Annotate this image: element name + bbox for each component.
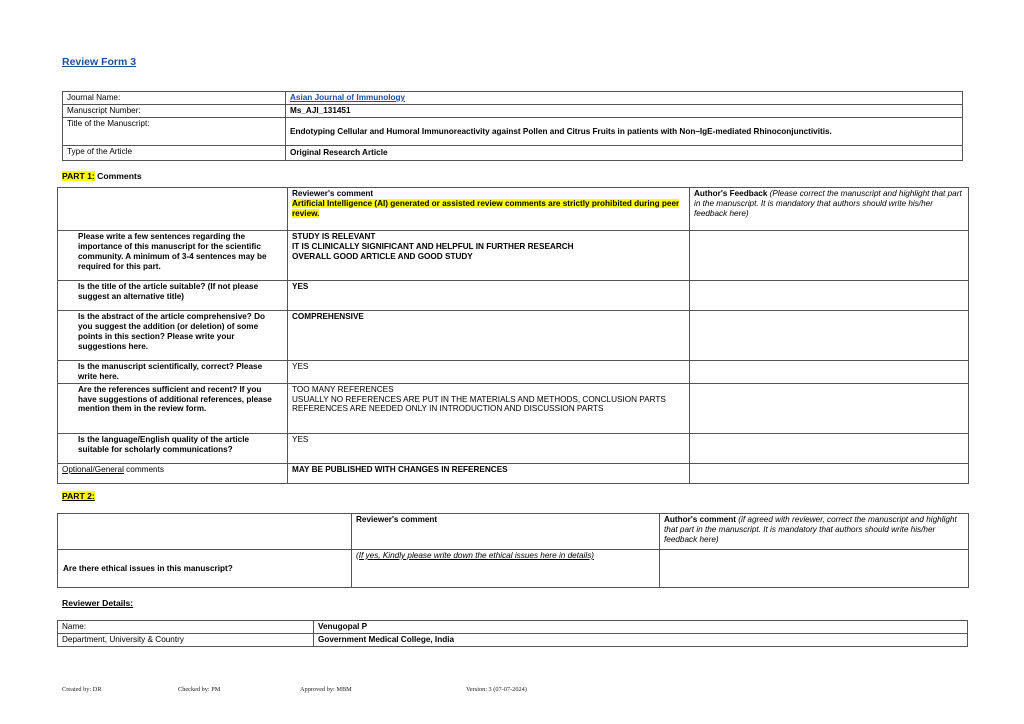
part2-author-note: (if agreed with reviewer, correct the manuscript and highlight that part in the manuscript. It is mandatory that authors should write his/her feedback here)	[664, 515, 957, 544]
reviewer-name-label: Name:	[58, 621, 314, 634]
optional-comments-label	[58, 463, 288, 483]
question-text: Is the title of the article suitable? (If not please suggest an alternative title)	[58, 281, 288, 311]
optional-comments-rest: comments	[123, 464, 164, 474]
comment-line: IT IS CLINICALLY SIGNIFICANT AND HELPFUL IN FURTHER RESEARCH	[292, 241, 574, 251]
author-feedback-cell[interactable]	[690, 231, 969, 281]
reviewer-comment-cell[interactable]	[288, 433, 690, 463]
part1-header-blank	[58, 188, 288, 231]
question-row-abstract	[58, 311, 969, 361]
part2-author-header	[660, 514, 969, 550]
manuscript-info-table	[62, 91, 963, 161]
part1-heading-rest: Comments	[94, 171, 142, 181]
reviewer-name-row	[58, 621, 968, 634]
question-row-references	[58, 383, 969, 433]
comment-line: YES	[292, 362, 309, 371]
question-row-language	[58, 433, 969, 463]
ai-warning: Artificial Intelligence (AI) generated or assisted review comments are strictly prohibited during peer review.	[292, 198, 680, 218]
author-feedback-cell[interactable]	[690, 433, 969, 463]
ethics-hint: (If yes, Kindly please write down the ethical issues here in details)	[356, 551, 595, 560]
manuscript-number-value: Ms_AJI_131451	[286, 105, 963, 118]
author-feedback-note: (Please correct the manuscript and highlight that part in the manuscript. It is mandatory that authors should write his/her feedback here)	[694, 189, 962, 218]
journal-label: Journal Name:	[63, 92, 286, 105]
reviewer-details-table	[57, 620, 968, 647]
part1-header-row	[58, 188, 969, 231]
question-text: Is the manuscript scientifically, correct? Please write here.	[58, 361, 288, 384]
author-feedback-title: Author's Feedback	[694, 189, 768, 198]
author-feedback-header	[690, 188, 969, 231]
part2-header-blank	[58, 514, 352, 550]
part1-heading	[62, 171, 142, 181]
ethics-question: Are there ethical issues in this manuscript?	[58, 550, 352, 588]
journal-row	[63, 92, 963, 105]
question-text: Please write a few sentences regarding the importance of this manuscript for the scientific community. A minimum of 3-4 sentences may be required for this part.	[58, 231, 288, 281]
comment-line: YES	[292, 434, 309, 444]
reviewer-comment-cell[interactable]	[288, 311, 690, 361]
comment-line: COMPREHENSIVE	[292, 312, 364, 321]
reviewer-comment-cell[interactable]	[288, 383, 690, 433]
optional-general-label: Optional/General	[62, 464, 124, 474]
title-row	[63, 118, 963, 146]
ai-warning-box	[292, 199, 685, 219]
manuscript-number-label: Manuscript Number:	[63, 105, 286, 118]
article-type-row	[63, 146, 963, 161]
part2-header-row	[58, 514, 969, 550]
optional-comments-row	[58, 463, 969, 483]
comment-line: STUDY IS RELEVANT	[292, 232, 376, 241]
reviewer-dept-value: Government Medical College, India	[314, 633, 968, 646]
part1-label: PART 1:	[62, 171, 95, 181]
footer-approved: Approved by: MBM	[300, 686, 352, 693]
question-text: Are the references sufficient and recent? If you have suggestions of additional references, please mention them in the review form.	[58, 383, 288, 433]
comment-line: REFERENCES ARE NEEDED ONLY IN INTRODUCTION AND DISCUSSION PARTS	[292, 404, 604, 414]
author-feedback-cell[interactable]	[690, 311, 969, 361]
reviewer-comment-cell[interactable]	[288, 281, 690, 311]
journal-link[interactable]: Asian Journal of Immunology	[290, 93, 406, 102]
reviewer-dept-row	[58, 633, 968, 646]
author-feedback-cell[interactable]	[690, 383, 969, 433]
reviewer-name-value: Venugopal P	[314, 621, 968, 634]
question-row-scientific	[58, 361, 969, 384]
optional-comments-value[interactable]: MAY BE PUBLISHED WITH CHANGES IN REFERENCES	[288, 463, 690, 483]
manuscript-number-row	[63, 105, 963, 118]
part2-reviewer-header: Reviewer's comment	[352, 514, 660, 550]
comment-line: YES	[292, 282, 309, 291]
part2-heading	[62, 491, 95, 501]
footer-version: Version: 3 (07-07-2024)	[466, 686, 527, 693]
question-row-importance	[58, 231, 969, 281]
question-text: Is the language/English quality of the article suitable for scholarly communications?	[58, 433, 288, 463]
reviewer-details-title: Reviewer Details:	[62, 598, 134, 608]
part2-author-title: Author's comment	[664, 515, 737, 524]
comment-line: TOO MANY REFERENCES	[292, 384, 394, 394]
reviewer-comment-cell[interactable]	[288, 361, 690, 384]
question-row-title	[58, 281, 969, 311]
comment-line: OVERALL GOOD ARTICLE AND GOOD STUDY	[292, 251, 473, 261]
ethics-author-cell[interactable]	[660, 550, 969, 588]
ethics-reviewer-cell[interactable]	[352, 550, 660, 588]
title-value: Endotyping Cellular and Humoral Immunoreactivity against Pollen and Citrus Fruits in patients with Non–IgE-mediated Rhinoconjunctivitis.	[286, 118, 963, 146]
form-title: Review Form 3	[62, 56, 137, 68]
footer-checked: Checked by: PM	[178, 686, 221, 693]
comment-line: USUALLY NO REFERENCES ARE PUT IN THE MATERIALS AND METHODS, CONCLUSION PARTS	[292, 394, 666, 404]
author-feedback-cell[interactable]	[690, 361, 969, 384]
ethics-row	[58, 550, 969, 588]
reviewer-comment-header	[288, 188, 690, 231]
part2-ethics-table	[57, 513, 969, 588]
title-label: Title of the Manuscript:	[63, 118, 286, 146]
reviewer-dept-label: Department, University & Country	[58, 633, 314, 646]
footer-created: Created by: DR	[62, 686, 102, 693]
article-type-label: Type of the Article	[63, 146, 286, 161]
question-text: Is the abstract of the article comprehensive? Do you suggest the addition (or deletion) of some points in this section? Please write your suggestions here.	[58, 311, 288, 361]
reviewer-comment-cell[interactable]	[288, 231, 690, 281]
author-feedback-cell[interactable]	[690, 463, 969, 483]
reviewer-comment-title: Reviewer's comment	[292, 189, 374, 198]
journal-cell	[286, 92, 963, 105]
author-feedback-cell[interactable]	[690, 281, 969, 311]
part1-comments-table	[57, 187, 969, 484]
part2-label: PART 2:	[62, 491, 95, 501]
article-type-value: Original Research Article	[286, 146, 963, 161]
